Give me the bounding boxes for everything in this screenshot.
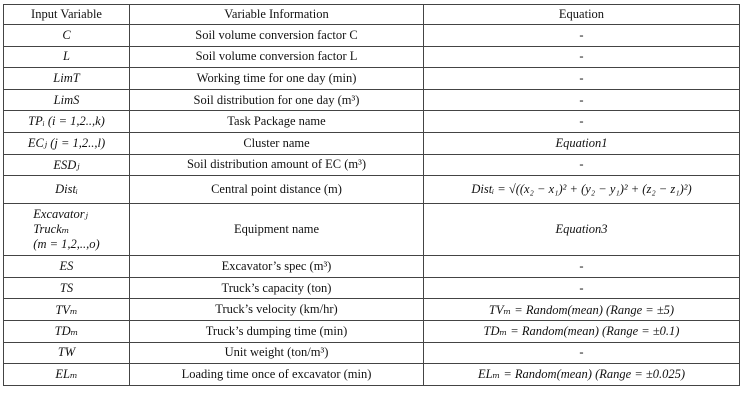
info-cell: Soil volume conversion factor L — [130, 46, 424, 68]
equation-cell: Equation3 — [424, 204, 740, 256]
variable-cell: LimT — [4, 68, 130, 90]
equation-cell: - — [424, 277, 740, 299]
info-cell: Soil distribution amount of EC (m³) — [130, 154, 424, 176]
variable-cell: ESDⱼ — [4, 154, 130, 176]
equation-cell: TDₘ = Random(mean) (Range = ±0.1) — [424, 320, 740, 342]
info-cell: Working time for one day (min) — [130, 68, 424, 90]
info-cell: Truck’s capacity (ton) — [130, 277, 424, 299]
table-row — [4, 176, 740, 204]
table-row — [4, 25, 740, 47]
variable-line: Truckₘ — [33, 222, 70, 237]
variable-cell: LimS — [4, 89, 130, 111]
table-row — [4, 154, 740, 176]
info-cell: Task Package name — [130, 111, 424, 133]
variable-cell: TS — [4, 277, 130, 299]
info-cell: Equipment name — [130, 204, 424, 256]
variable-cell: TVₘ — [4, 299, 130, 321]
table-row — [4, 204, 740, 256]
variable-cell: TDₘ — [4, 320, 130, 342]
info-cell: Truck’s velocity (km/hr) — [130, 299, 424, 321]
variable-table-container — [3, 4, 739, 386]
table-row — [4, 68, 740, 90]
info-cell: Soil volume conversion factor C — [130, 25, 424, 47]
table-row — [4, 89, 740, 111]
equation-cell: Equation1 — [424, 132, 740, 154]
equation-cell: - — [424, 154, 740, 176]
info-cell: Excavator’s spec (m³) — [130, 256, 424, 278]
header-variable-information: Variable Information — [130, 5, 424, 25]
table-row — [4, 320, 740, 342]
info-cell: Cluster name — [130, 132, 424, 154]
table-row — [4, 256, 740, 278]
variable-cell: L — [4, 46, 130, 68]
header-input-variable: Input Variable — [4, 5, 130, 25]
variable-cell — [4, 204, 130, 256]
equation-cell: - — [424, 25, 740, 47]
variable-cell: Distᵢ — [4, 176, 130, 204]
equation-cell: - — [424, 89, 740, 111]
variable-cell: ECⱼ (j = 1,2..,l) — [4, 132, 130, 154]
info-cell: Central point distance (m) — [130, 176, 424, 204]
variable-cell: C — [4, 25, 130, 47]
equation-cell: ELₘ = Random(mean) (Range = ±0.025) — [424, 364, 740, 386]
input-variable-table — [3, 4, 740, 386]
info-cell: Loading time once of excavator (min) — [130, 364, 424, 386]
table-row — [4, 46, 740, 68]
table-row — [4, 364, 740, 386]
equation-cell: Distᵢ = √((x₂ − x₁)² + (y₂ − y₁)² + (z₂ − z₁)²) — [424, 176, 740, 204]
variable-cell: TW — [4, 342, 130, 364]
info-cell: Soil distribution for one day (m³) — [130, 89, 424, 111]
variable-cell: ELₘ — [4, 364, 130, 386]
equation-cell: TVₘ = Random(mean) (Range = ±5) — [424, 299, 740, 321]
variable-cell: ES — [4, 256, 130, 278]
info-cell: Unit weight (ton/m³) — [130, 342, 424, 364]
equation-cell: - — [424, 256, 740, 278]
variable-line: Excavatorⱼ — [33, 207, 88, 222]
table-row — [4, 299, 740, 321]
equation-cell: - — [424, 68, 740, 90]
header-equation: Equation — [424, 5, 740, 25]
equation-cell: - — [424, 342, 740, 364]
table-row — [4, 111, 740, 133]
variable-line: (m = 1,2,..,o) — [33, 237, 100, 252]
info-cell: Truck’s dumping time (min) — [130, 320, 424, 342]
table-header-row — [4, 5, 740, 25]
equation-cell: - — [424, 111, 740, 133]
equation-cell: - — [424, 46, 740, 68]
table-row — [4, 342, 740, 364]
table-row — [4, 277, 740, 299]
multi-variable-block — [33, 207, 99, 252]
table-row — [4, 132, 740, 154]
variable-cell: TPᵢ (i = 1,2..,k) — [4, 111, 130, 133]
